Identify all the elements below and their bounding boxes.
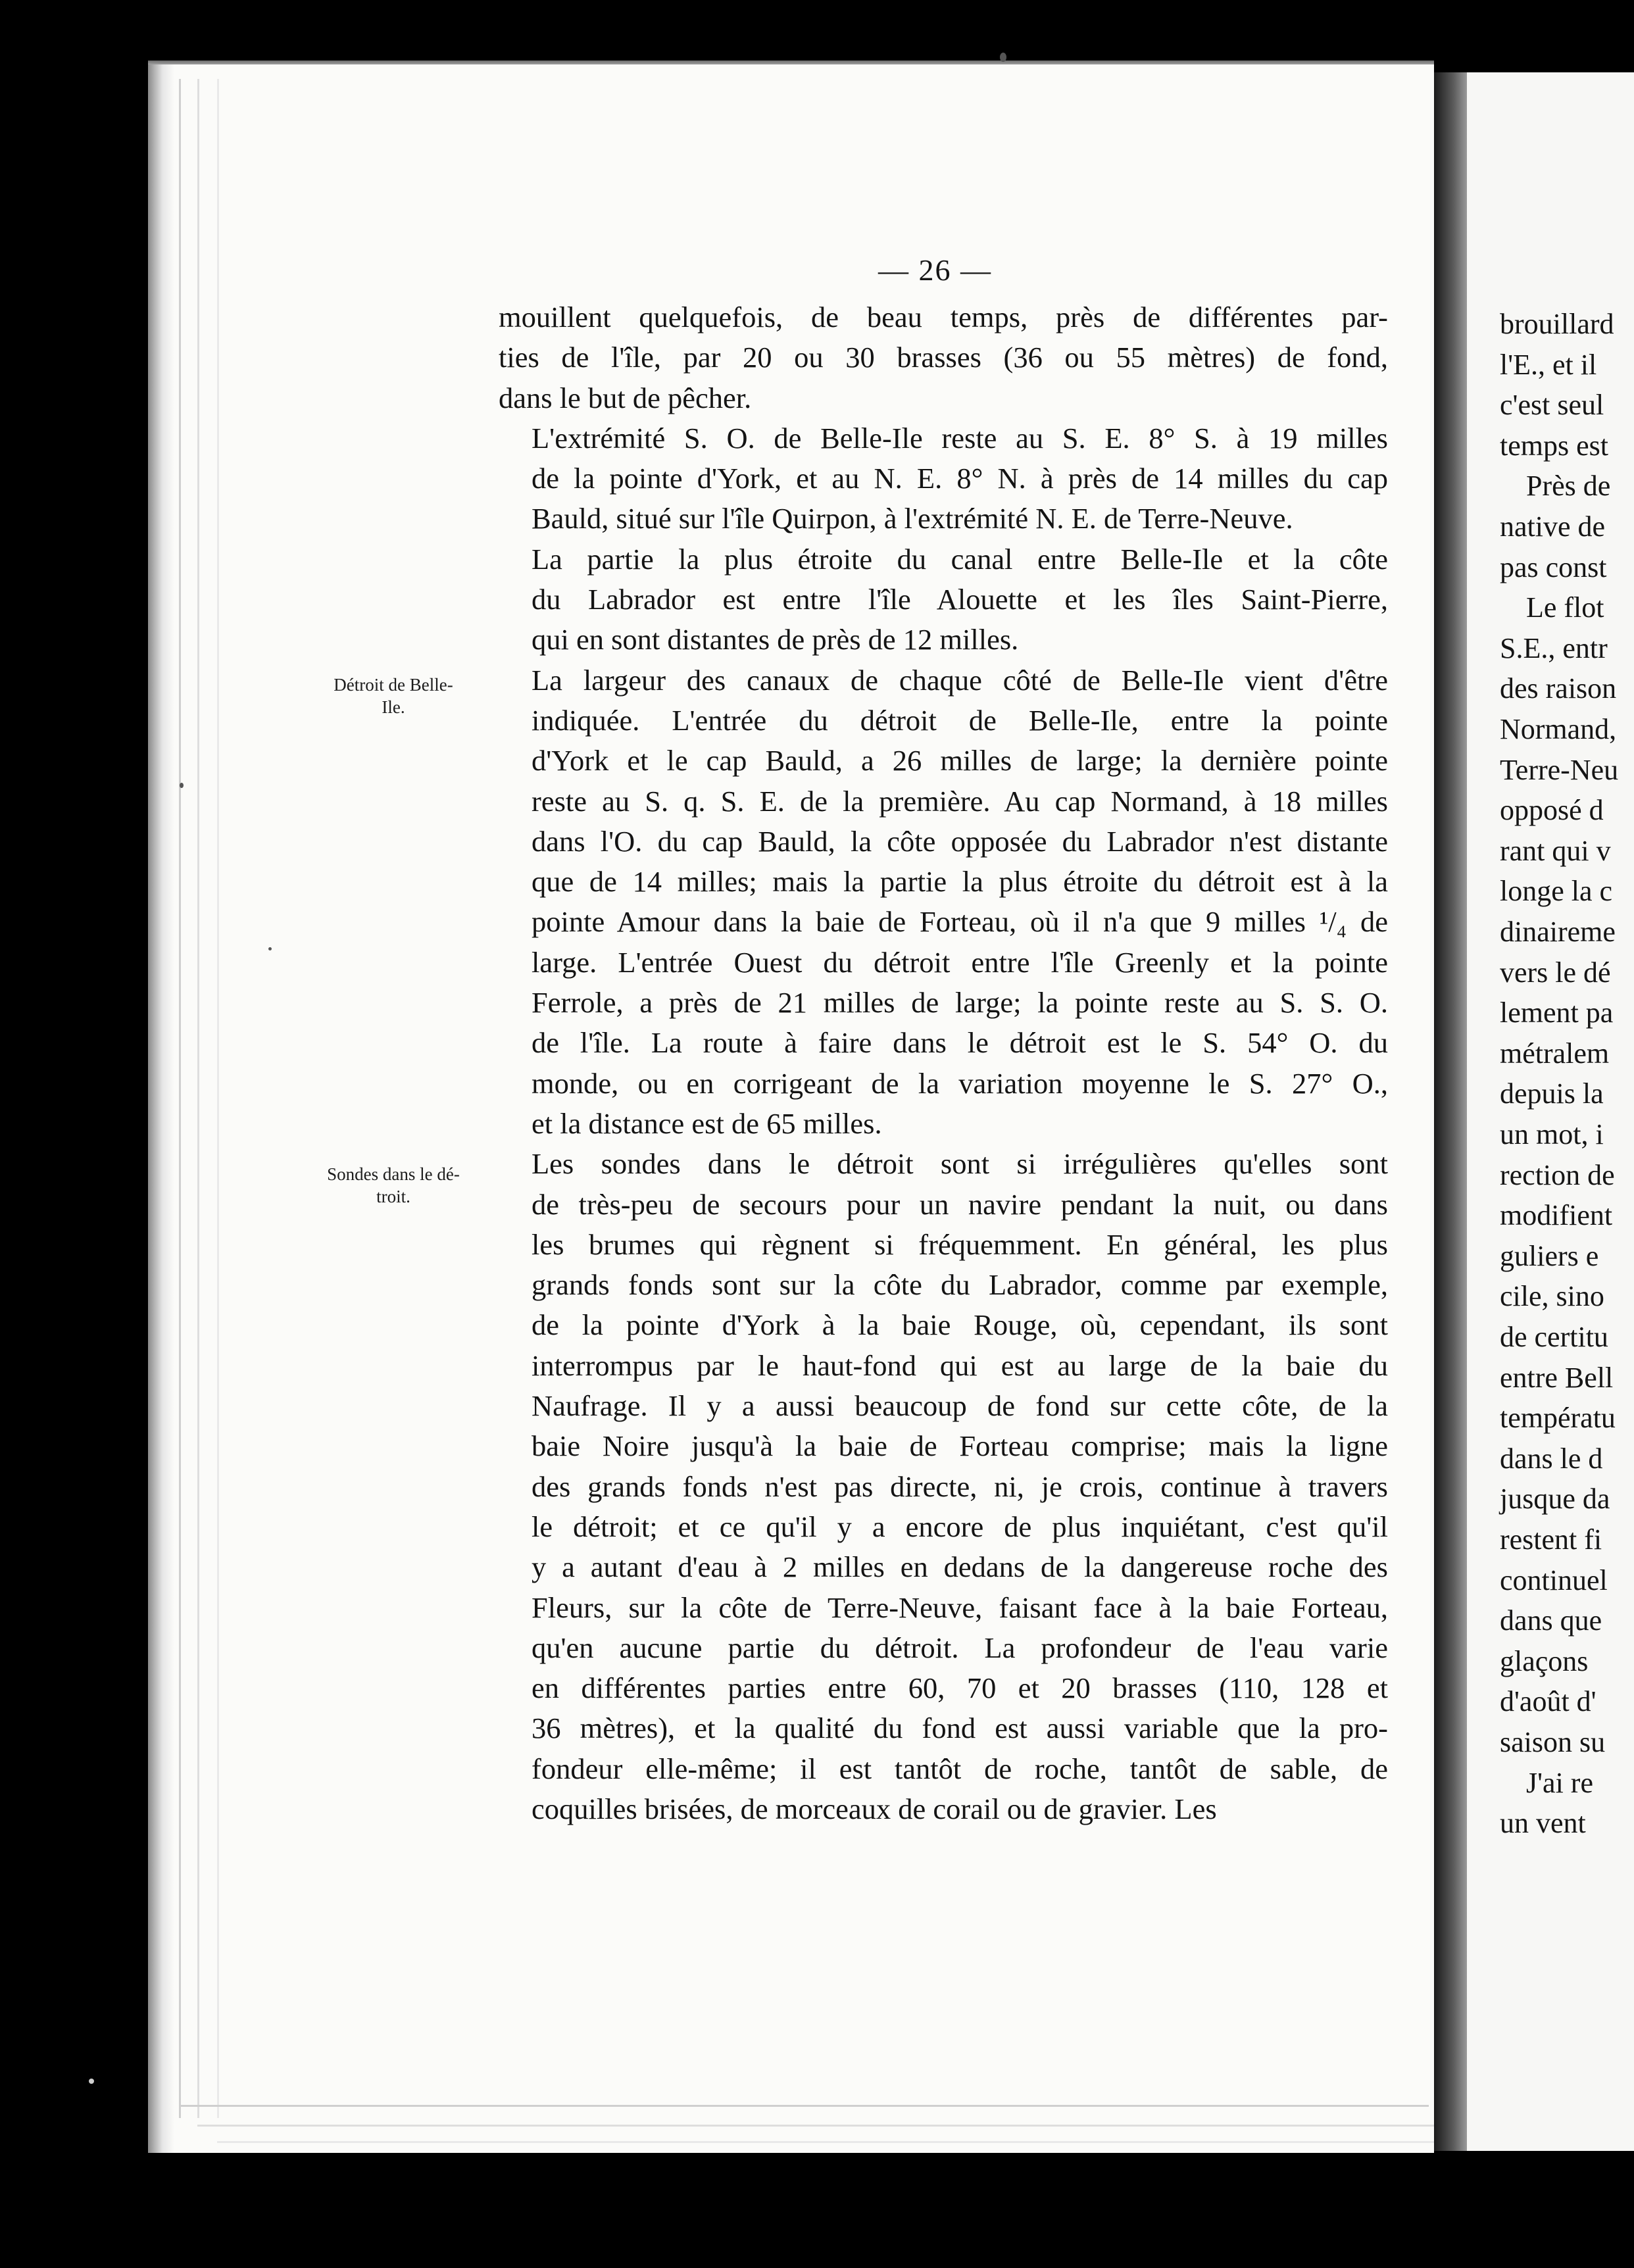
text-line: en différentes parties entre 60, 70 et 20 brasses (110, 128 et bbox=[532, 1671, 1388, 1705]
facing-text-line: d'août d' bbox=[1500, 1685, 1597, 1718]
text-line: monde, ou en corrigeant de la variation moyenne le S. 27° O., bbox=[532, 1066, 1388, 1100]
scan-speck bbox=[268, 947, 272, 950]
text-line: de la pointe d'York à la baie Rouge, où, cependant, ils sont bbox=[532, 1308, 1388, 1342]
text-line: les brumes qui règnent si fréquemment. En général, les plus bbox=[532, 1227, 1388, 1261]
facing-text-line: brouillard bbox=[1500, 308, 1614, 340]
page-stack-line bbox=[197, 2125, 1447, 2127]
margin-note-sondes bbox=[295, 1163, 492, 1208]
text-line: baie Noire jusqu'à la baie de Forteau comprise; mais la ligne bbox=[532, 1429, 1388, 1463]
text-line: de la pointe d'York, et au N. E. 8° N. à près de 14 milles du cap bbox=[532, 462, 1388, 495]
text-line: large. L'entrée Ouest du détroit entre l'île Greenly et la pointe bbox=[532, 945, 1388, 979]
text-line: de très-peu de secours pour un navire pendant la nuit, ou dans bbox=[532, 1187, 1388, 1221]
text-line: d'York et le cap Bauld, a 26 milles de large; la dernière pointe bbox=[532, 744, 1388, 777]
facing-text-line: dans que bbox=[1500, 1604, 1602, 1637]
text-line: dans le but de pêcher. bbox=[499, 381, 752, 414]
text-line: grands fonds sont sur la côte du Labrador, comme par exemple, bbox=[532, 1268, 1388, 1302]
text-line: Ferrole, a près de 21 milles de large; la pointe reste au S. S. O. bbox=[532, 986, 1388, 1020]
text-line: fondeur elle-même; il est tantôt de roche, tantôt de sable, de bbox=[532, 1752, 1388, 1785]
margin-note-line: Détroit de Belle- bbox=[334, 675, 453, 695]
margin-note-line: troit. bbox=[376, 1187, 410, 1206]
facing-page bbox=[1467, 72, 1634, 2151]
text-line: du Labrador est entre l'île Alouette et les îles Saint-Pierre, bbox=[532, 583, 1388, 616]
facing-text-line: glaçons bbox=[1500, 1644, 1589, 1677]
text-line: La largeur des canaux de chaque côté de Belle-Ile vient d'être bbox=[532, 663, 1388, 697]
facing-text-line: saison su bbox=[1500, 1726, 1606, 1758]
body-text bbox=[499, 297, 1388, 1829]
facing-text-line: lement pa bbox=[1500, 997, 1614, 1029]
facing-text-line: l'E., et il bbox=[1500, 348, 1597, 381]
facing-text-line: dans le d bbox=[1500, 1442, 1603, 1475]
text-line: 36 mètres), et la qualité du fond est aussi variable que la pro- bbox=[532, 1712, 1388, 1745]
text-line: des grands fonds n'est pas directe, ni, je crois, continue à travers bbox=[532, 1469, 1388, 1503]
page-stack-line bbox=[179, 79, 181, 2118]
text-line: de l'île. La route à faire dans le détroit est le S. 54° O. du bbox=[532, 1026, 1388, 1060]
margin-note-line: Sondes dans le dé- bbox=[327, 1164, 460, 1184]
facing-text-line: c'est seul bbox=[1500, 389, 1604, 422]
facing-text-line: un mot, i bbox=[1500, 1118, 1604, 1150]
text-line: coquilles brisées, de morceaux de corail ou de gravier. Les bbox=[532, 1792, 1217, 1825]
paragraph bbox=[499, 418, 1388, 539]
facing-text-line: Près de bbox=[1526, 470, 1611, 503]
page-stack-line bbox=[197, 79, 199, 2118]
facing-text-line: longe la c bbox=[1500, 875, 1613, 908]
text-line: dans l'O. du cap Bauld, la côte opposée du Labrador n'est distante bbox=[532, 824, 1388, 858]
paragraph bbox=[499, 297, 1388, 418]
book-gutter bbox=[1434, 72, 1467, 2151]
facing-text-line: un vent bbox=[1500, 1807, 1586, 1840]
page-left-edge bbox=[148, 64, 174, 2153]
facing-text-line: depuis la bbox=[1500, 1077, 1604, 1110]
text-line: le détroit; et ce qu'il y a encore de plus inquiétant, c'est qu'il bbox=[532, 1510, 1388, 1543]
text-line: mouillent quelquefois, de beau temps, près de différentes par- bbox=[499, 301, 1388, 333]
page-stack-line bbox=[179, 2105, 1429, 2107]
facing-text-line: opposé d bbox=[1500, 794, 1604, 827]
facing-text-line: températu bbox=[1500, 1402, 1616, 1435]
text-line: ties de l'île, par 20 ou 30 brasses (36 ou 55 mètres) de fond, bbox=[499, 341, 1388, 374]
facing-text-line: cile, sino bbox=[1500, 1280, 1604, 1313]
facing-text-line: de certitu bbox=[1500, 1321, 1608, 1353]
facing-text-line: entre Bell bbox=[1500, 1361, 1614, 1394]
text-line: indiquée. L'entrée du détroit de Belle-Ile, entre la pointe bbox=[532, 703, 1388, 737]
facing-text-line: des raison bbox=[1500, 672, 1617, 705]
facing-text-line: guliers e bbox=[1500, 1239, 1599, 1272]
paragraph bbox=[499, 539, 1388, 660]
facing-text-line: vers le dé bbox=[1500, 956, 1611, 989]
facing-text-line: S.E., entr bbox=[1500, 631, 1608, 664]
facing-text-line: rant qui v bbox=[1500, 834, 1611, 867]
facing-text-line: jusque da bbox=[1500, 1483, 1610, 1516]
text-line: Bauld, situé sur l'île Quirpon, à l'extrémité N. E. de Terre-Neuve. bbox=[532, 502, 1293, 535]
facing-text-line: modifient bbox=[1500, 1199, 1613, 1232]
facing-text-line: temps est bbox=[1500, 429, 1608, 462]
page-stack-line bbox=[217, 2141, 1467, 2143]
text-line: qu'en aucune partie du détroit. La profondeur de l'eau varie bbox=[532, 1631, 1388, 1664]
facing-text-line: native de bbox=[1500, 510, 1606, 543]
facing-text-line: métralem bbox=[1500, 1037, 1610, 1070]
text-line: L'extrémité S. O. de Belle-Ile reste au S. E. 8° S. à 19 milles bbox=[532, 421, 1388, 455]
paragraph bbox=[499, 1144, 1388, 1829]
scan-speck bbox=[1000, 53, 1006, 62]
scan-speck bbox=[180, 783, 184, 788]
facing-text-line: rection de bbox=[1500, 1158, 1615, 1191]
text-line: y a autant d'eau à 2 milles en dedans de la dangereuse roche des bbox=[532, 1550, 1388, 1584]
facing-text-line: dinaireme bbox=[1500, 916, 1616, 948]
scan-speck bbox=[89, 2079, 94, 2084]
text-line: interrompus par le haut-fond qui est au large de la baie du bbox=[532, 1348, 1388, 1382]
facing-text-line: J'ai re bbox=[1526, 1766, 1593, 1799]
text-line: reste au S. q. S. E. de la première. Au cap Normand, à 18 milles bbox=[532, 784, 1388, 818]
facing-text-line: restent fi bbox=[1500, 1523, 1602, 1556]
text-line: La partie la plus étroite du canal entre Belle-Ile et la côte bbox=[532, 542, 1388, 576]
facing-text-line: Normand, bbox=[1500, 713, 1617, 745]
text-line: Naufrage. Il y a aussi beaucoup de fond sur cette côte, de la bbox=[532, 1389, 1388, 1423]
text-line: et la distance est de 65 milles. bbox=[532, 1106, 882, 1140]
page-stack-line bbox=[217, 79, 219, 2118]
paragraph bbox=[499, 660, 1388, 1145]
page-number: — 26 — bbox=[878, 253, 992, 287]
text-line: Fleurs, sur la côte de Terre-Neuve, faisant face à la baie Forteau, bbox=[532, 1590, 1388, 1624]
margin-note-detroit bbox=[295, 674, 492, 718]
text-line: que de 14 milles; mais la partie la plus étroite du détroit est à la bbox=[532, 865, 1388, 899]
text-line: qui en sont distantes de près de 12 milles. bbox=[532, 623, 1019, 656]
facing-text-line: pas const bbox=[1500, 551, 1607, 583]
facing-text-line: Le flot bbox=[1526, 591, 1604, 624]
margin-note-line: Ile. bbox=[382, 697, 405, 717]
facing-text-line: continuel bbox=[1500, 1564, 1608, 1596]
text-line: Les sondes dans le détroit sont si irrégulières qu'elles sont bbox=[532, 1147, 1388, 1181]
facing-text-line: Terre-Neu bbox=[1500, 753, 1619, 786]
text-line: pointe Amour dans la baie de Forteau, où il n'a que 9 milles ¹/₄ de bbox=[532, 905, 1388, 939]
